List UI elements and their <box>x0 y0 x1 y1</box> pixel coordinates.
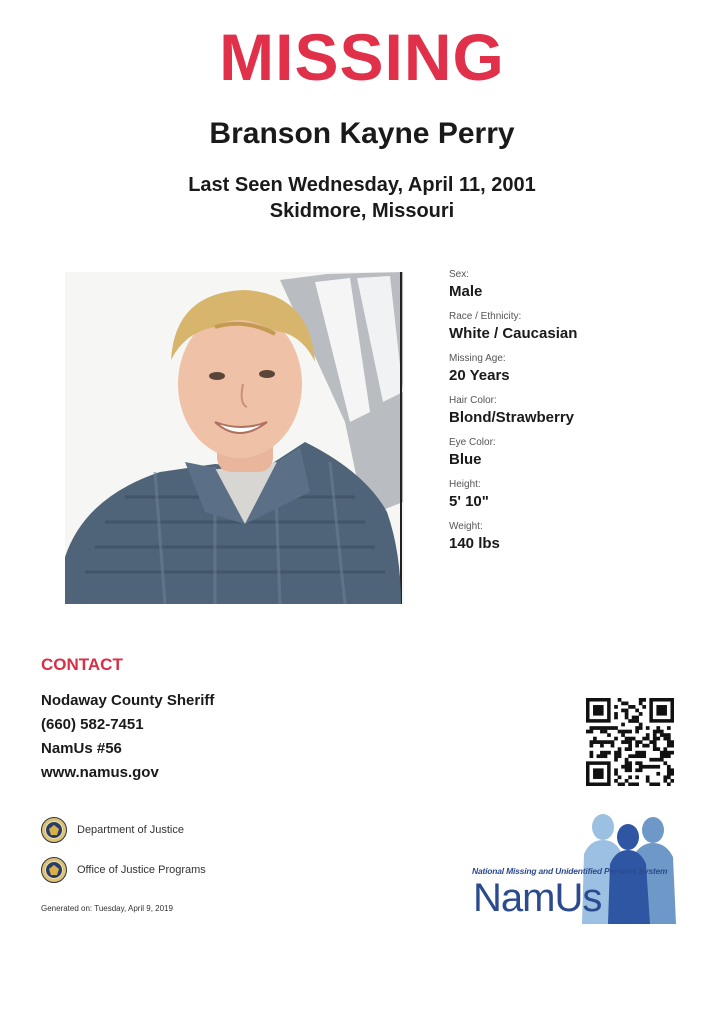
portrait-illustration <box>65 272 404 604</box>
detail-label: Eye Color: <box>449 437 496 448</box>
qr-code[interactable] <box>586 698 674 786</box>
contact-case-number: NamUs #56 <box>41 740 122 757</box>
detail-hair-color <box>449 394 699 428</box>
agency-ojp <box>41 857 206 883</box>
agency-doj <box>41 817 184 843</box>
last-seen-block <box>0 172 724 224</box>
contact-agency: Nodaway County Sheriff <box>41 692 215 709</box>
detail-value: Blond/Strawberry <box>449 409 575 426</box>
detail-value: 5' 10" <box>449 493 489 510</box>
generated-date: Generated on: Tuesday, April 9, 2019 <box>41 904 173 913</box>
person-name: Branson Kayne Perry <box>209 117 515 150</box>
contact-phone[interactable]: (660) 582-7451 <box>41 716 144 733</box>
detail-label: Missing Age: <box>449 353 506 364</box>
detail-height <box>449 478 699 512</box>
detail-label: Weight: <box>449 521 483 532</box>
details-panel <box>449 268 699 562</box>
detail-value: 20 Years <box>449 367 510 384</box>
namus-tagline: National Missing and Unidentified Persons System <box>472 866 668 876</box>
detail-value: White / Caucasian <box>449 325 578 342</box>
last-seen-date: Last Seen Wednesday, April 11, 2001 <box>188 174 536 196</box>
last-seen-location: Skidmore, Missouri <box>269 200 455 222</box>
detail-label: Sex: <box>449 269 470 280</box>
detail-label: Height: <box>449 479 481 490</box>
detail-value: Blue <box>449 451 482 468</box>
contact-info <box>41 689 214 785</box>
qr-code-icon <box>586 698 674 786</box>
doj-seal-icon <box>41 817 67 843</box>
ojp-seal-icon <box>41 857 67 883</box>
person-photo <box>65 272 404 604</box>
detail-weight <box>449 520 699 554</box>
detail-missing-age <box>449 352 699 386</box>
detail-race <box>449 310 699 344</box>
agency-name: Department of Justice <box>77 824 184 836</box>
contact-heading: CONTACT <box>41 655 123 674</box>
detail-value: 140 lbs <box>449 535 500 552</box>
detail-sex <box>449 268 699 302</box>
detail-eye-color <box>449 436 699 470</box>
detail-value: Male <box>449 283 483 300</box>
namus-logo <box>470 812 682 924</box>
detail-label: Race / Ethnicity: <box>449 311 522 322</box>
contact-website-link[interactable]: www.namus.gov <box>41 764 159 781</box>
missing-headline: MISSING <box>219 20 505 94</box>
detail-label: Hair Color: <box>449 395 497 406</box>
namus-wordmark: NamUs <box>473 876 602 920</box>
agency-name: Office of Justice Programs <box>77 864 206 876</box>
